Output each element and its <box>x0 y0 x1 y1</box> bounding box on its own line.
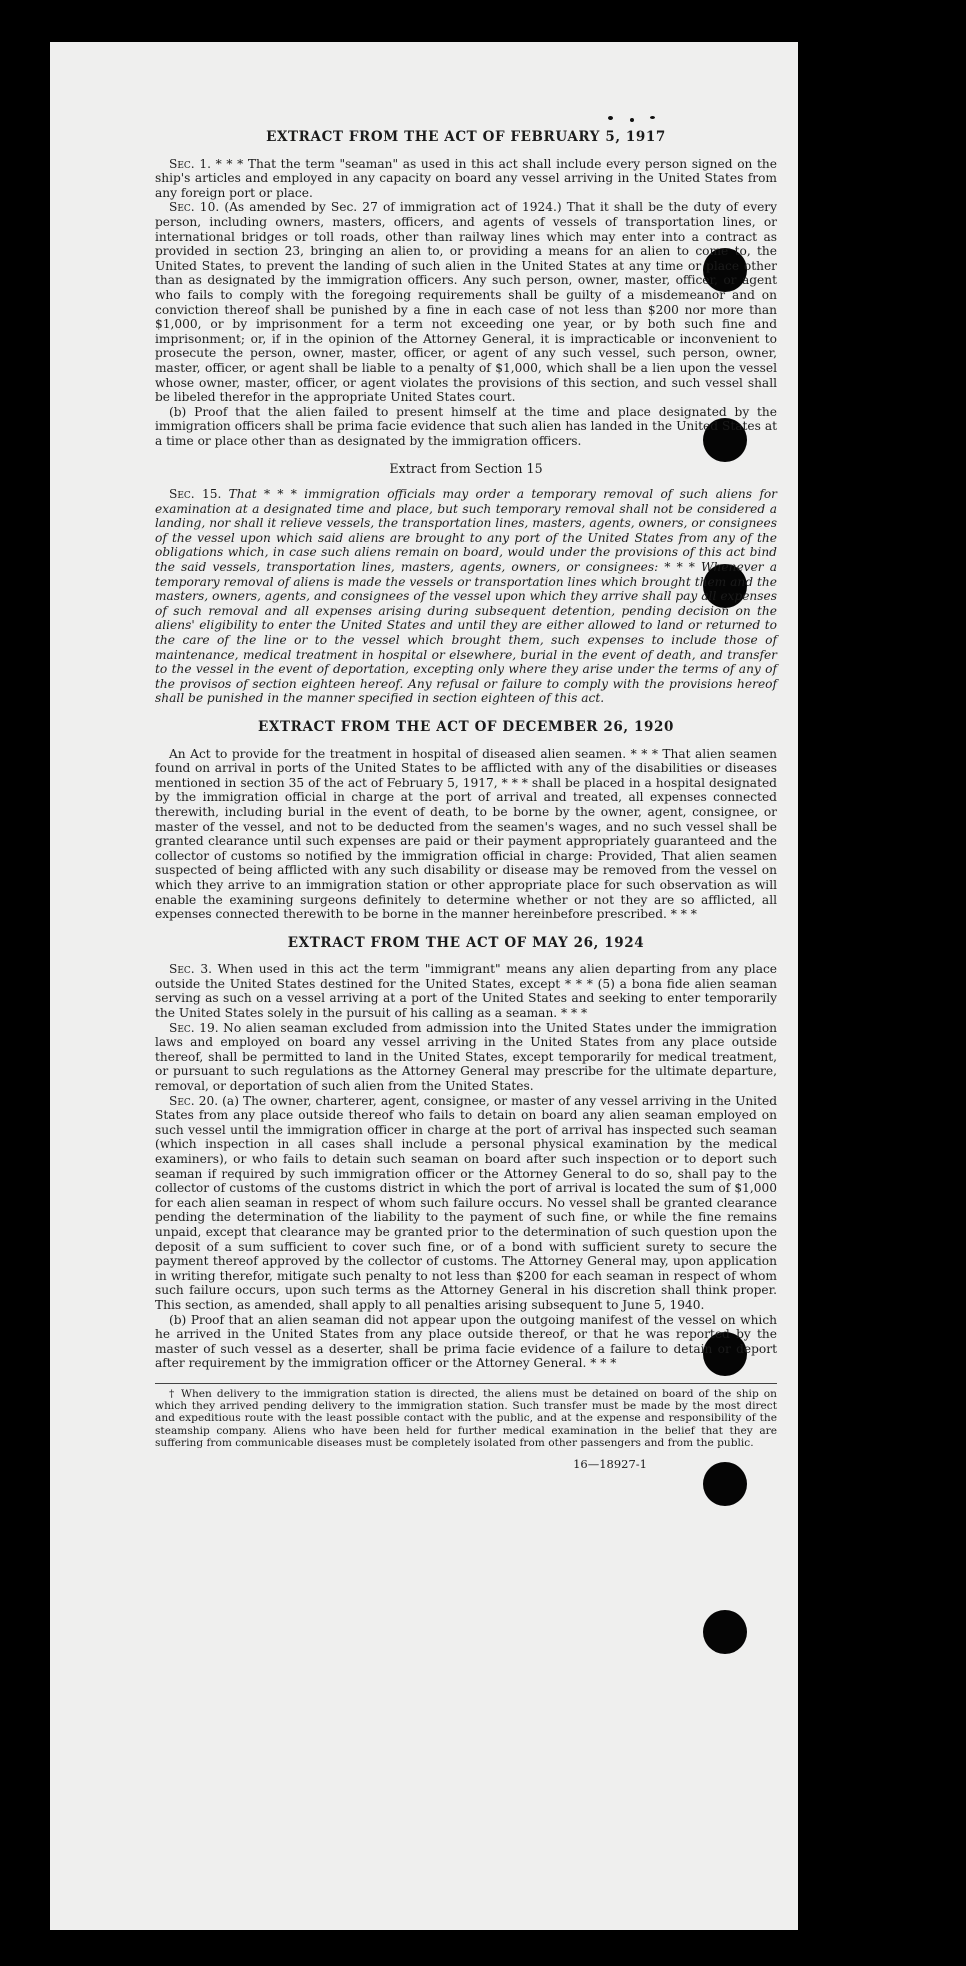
paragraph-sec-3: Sec. 3. When used in this act the term "immigrant" means any alien departing from any place outside the United States destined for the United States, except * * * (5) a bona fide alien seaman serving as such on a vessel arriving at a port of the United States and seeking to enter temporarily the United States solely in the pursuit of his calling as a seaman. * * * <box>155 962 777 1021</box>
paragraph-sec-20: Sec. 20. (a) The owner, charterer, agent, consignee, or master of any vessel arriving in the United States from any place outside thereof who fails to detain on board any alien seaman employed on such vessel until the immigration officer in charge at the port of arrival has inspected such seaman (which inspection in all cases shall include a personal physical examination by the medical examiners), or who fails to detain such seaman on board after such inspection or to deport such seaman if required by such immigration officer or the Attorney General to do so, shall pay to the collector of customs of the customs district in which the port of arrival is located the sum of $1,000 for each alien seaman in respect of whom such failure occurs. No vessel shall be granted clearance pending the determination of the liability to the payment of such fine, or while the fine remains unpaid, except that clearance may be granted prior to the determination of such question upon the deposit of a sum sufficient to cover such fine, or of a bond with sufficient surety to secure the payment thereof approved by the collector of customs. The Attorney General may, upon application in writing therefor, mitigate such penalty to not less than $200 for each seaman in respect of whom such failure occurs, upon such terms as the Attorney General in his discretion shall think proper. This section, as amended, shall apply to all penalties arising subsequent to June 5, 1940. <box>155 1093 777 1312</box>
footnote: † When delivery to the immigration station is directed, the aliens must be detained on board of the ship on which they arrived pending delivery to the immigration station. Such transfer must be made by the most direct and expeditious route with the least possible contact with the public, and at the expense and responsibility of the steamship company. Aliens who have been held for further medical examination in the belief that they are suffering from communicable diseases must be completely isolated from other passengers and from the public. <box>155 1387 777 1449</box>
paragraph-sec-15: Sec. 15. That * * * immigration officials may order a temporary removal of such aliens for examination at a designated time and place, but such temporary removal shall not be considered a landing, nor shall it relieve vessels, the transportation lines, masters, agents, owners, or consignees of the vessel upon which said aliens are brought to any port of the United States from any of the obligations which, in case such aliens remain on board, would under the provisions of this act bind the said vessels, transportation lines, masters, agents, owners, or consignees: * * * Whenever a temporary removal of aliens is made the vessels or transportation lines which brought them and the masters, owners, agents, and consignees of the vessel upon which they arrive shall pay all expenses of such removal and all expenses arising during subsequent detention, pending decision on the aliens' eligibility to enter the United States and until they are either allowed to land or returned to the care of the line or to the vessel which brought them, such expenses to include those of maintenance, medical treatment in hospital or elsewhere, burial in the event of death, and transfer to the vessel in the event of deportation, excepting only where they arise under the terms of any of the provisos of section eighteen hereof. Any refusal or failure to comply with the provisions hereof shall be punished in the manner specified in section eighteen of this act. <box>155 487 777 706</box>
paragraph-act-1920: An Act to provide for the treatment in hospital of diseased alien seamen. * * * That alien seamen found on arrival in ports of the United States to be afflicted with any of the disabilities or diseases mentioned in section 35 of the act of February 5, 1917, * * * shall be placed in a hospital designated by the immigration official in charge at the port of arrival and treated, all expenses connected therewith, including burial in the event of death, to be borne by the owner, agent, consignee, or master of the vessel, and not to be deducted from the seamen's wages, and no such vessel shall be granted clearance until such expenses are paid or their payment appropriately guaranteed and the collector of customs so notified by the immigration official in charge: Provided, That alien seamen suspected of being afflicted with any such disability or disease may be removed from the vessel on which they arrive to an immigration station or other appropriate place for such observation as will enable the examining surgeons definitely to determine whether or not they are so afflicted, all expenses connected therewith to be borne in the manner hereinbefore prescribed. * * * <box>155 746 777 922</box>
document-page <box>50 42 798 1930</box>
form-number: 16—18927-1 <box>573 1456 647 1471</box>
subheading-section-15: Extract from Section 15 <box>389 461 543 477</box>
paragraph-sec-10-b: (b) Proof that the alien failed to present himself at the time and place designated by the immigration officers shall be prima facie evidence that such alien has landed in the United States at a time or place other than as designated by the immigration officers. <box>155 404 777 448</box>
section-label: Sec. 1. <box>169 156 211 171</box>
paragraph-sec-1: Sec. 1. * * * That the term "seaman" as used in this act shall include every person signed on the ship's articles and employed in any capacity on board any vessel arriving in the United States from any foreign port or place. <box>155 156 777 200</box>
footnote-divider <box>155 1383 777 1384</box>
section-label: Sec. 10. <box>169 200 220 215</box>
heading-act-1924: EXTRACT FROM THE ACT OF MAY 26, 1924 <box>287 934 645 951</box>
ink-speck <box>608 116 613 120</box>
heading-act-1920: EXTRACT FROM THE ACT OF DECEMBER 26, 1920 <box>258 718 674 735</box>
paragraph-sec-20-b: (b) Proof that an alien seaman did not appear upon the outgoing manifest of the vessel on which he arrived in the United States from any place outside thereof, or that he was reported by the master of such vessel as a deserter, shall be prima facie evidence of a failure to detain or deport after requirement by the immigration officer or the Attorney General. * * * <box>155 1312 777 1371</box>
section-label: Sec. 19. <box>169 1020 219 1035</box>
text-column <box>155 130 777 1472</box>
section-label: Sec. 20. <box>169 1093 219 1108</box>
heading-act-1917: EXTRACT FROM THE ACT OF FEBRUARY 5, 1917 <box>266 129 666 145</box>
paragraph-sec-10: Sec. 10. (As amended by Sec. 27 of immigration act of 1924.) That it shall be the duty of every person, including owners, masters, officers, and agents of vessels of transportation lines, or international bridges or toll roads, other than railway lines which may enter into a contract as provided in section 23, bringing an alien to, or providing a means for an alien to come to, the United States, to prevent the landing of such alien in the United States at any time or place other than as designated by the immigration officers. Any such person, owner, master, officer, or agent who fails to comply with the foregoing requirements shall be guilty of a misdemeanor and on conviction thereof shall be punished by a fine in each case of not less than $200 nor more than $1,000, or by imprisonment for a term not exceeding one year, or by both such fine and imprisonment; or, if in the opinion of the Attorney General, it is impracticable or inconvenient to prosecute the person, owner, master, officer, or agent of any such vessel, such person, owner, master, officer, or agent shall be liable to a penalty of $1,000, which shall be a lien upon the vessel whose owner, master, officer, or agent violates the provisions of this section, and such vessel shall be libeled therefor in the appropriate United States court. <box>155 200 778 405</box>
ink-speck <box>630 118 634 122</box>
section-label: Sec. 15. <box>169 487 222 502</box>
section-label: Sec. 3. <box>169 962 212 977</box>
paragraph-sec-19: Sec. 19. No alien seaman excluded from admission into the United States under the immigration laws and employed on board any vessel arriving in the United States from any place outside thereof, shall be permitted to land in the United States, except temporarily for medical treatment, or pursuant to such regulations as the Attorney General may prescribe for the ultimate departure, removal, or deportation of such alien from the United States. <box>155 1020 778 1094</box>
punch-hole <box>703 1610 747 1654</box>
ink-speck <box>650 116 655 119</box>
